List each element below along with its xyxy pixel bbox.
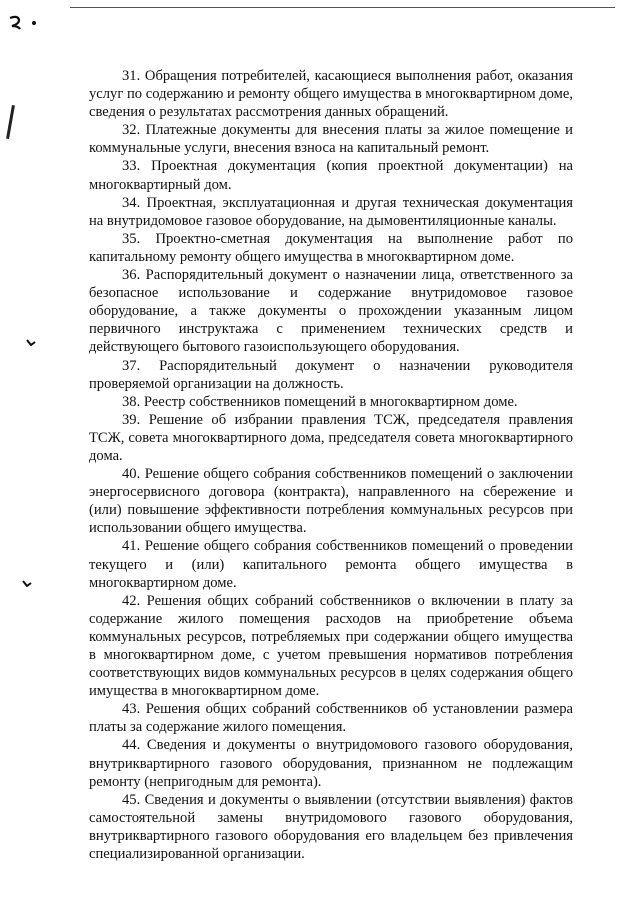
scan-corner-mark <box>8 12 36 33</box>
list-item-35: 35. Проектно-сметная документация на выполнение работ по капитальному ремонту общего имущества в многоквартирном доме. <box>89 230 573 265</box>
scan-margin-tick <box>26 339 36 346</box>
list-item-45: 45. Сведения и документы о выявлении (отсутствии выявления) фактов самостоятельной замены внутридомового газового оборудования, внутриквартирного газового оборудования его владельцем без привлечения специализированной организации. <box>89 791 573 863</box>
list-item-38: 38. Реестр собственников помещений в многоквартирном доме. <box>122 393 518 410</box>
list-item-36: 36. Распорядительный документ о назначении лица, ответственного за безопасное использование и содержание внутридомовое газовое оборудование, а также документы о прохождении указанным лицом первичного инструктажа с применением технических средств и действующего бытового газоиспользующего оборудования. <box>89 267 573 356</box>
scan-top-edge-line <box>70 7 615 8</box>
scan-margin-stroke <box>6 105 15 139</box>
list-item-43: 43. Решения общих собраний собственников об установлении размера платы за содержание жилого помещения. <box>89 701 573 736</box>
list-item-42: 42. Решения общих собраний собственников о включении в плату за содержание жилого помещения расходов на приобретение объема коммунальных ресурсов, потребляемых при содержании общего имущества в многоквартирном доме, с учетом превышения нормативов потребления соответствующих видов коммунальных ресурсов в целях содержания общего имущества в многоквартирном доме. <box>89 592 573 700</box>
document-body <box>89 67 573 863</box>
scan-margin-tick <box>22 580 32 587</box>
list-item-31: 31. Обращения потребителей, касающиеся выполнения работ, оказания услуг по содержанию и ремонту общего имущества в многоквартирном доме, сведения о результатах рассмотрения данных обращений. <box>89 68 574 121</box>
list-item-34: 34. Проектная, эксплуатационная и другая техническая документация на внутридомовое газовое оборудование, на дымовентиляционные каналы. <box>89 194 573 229</box>
list-item-40: 40. Решение общего собрания собственников помещений о заключении энергосервисного договора (контракта), направленного на сбережение и (или) повышение эффективности потребления коммунальных ресурсов при использовании общего имущества. <box>89 466 573 537</box>
list-item-44: 44. Сведения и документы о внутридомового газового оборудования, внутриквартирного газового оборудования, признанном не подлежащим ремонту (непригодным для ремонта). <box>89 737 573 790</box>
list-item-33: 33. Проектная документация (копия проектной документации) на многоквартирный дом. <box>89 158 573 193</box>
list-item-32: 32. Платежные документы для внесения платы за жилое помещение и коммунальные услуги, внесения взноса на капитальный ремонт. <box>89 122 573 157</box>
list-item-39: 39. Решение об избрании правления ТСЖ, председателя правления ТСЖ, совета многоквартирного дома, председателя совета многоквартирного дома. <box>89 411 573 464</box>
list-item-41: 41. Решение общего собрания собственников помещений о проведении текущего и (или) капитального ремонта общего имущества в многоквартирном доме. <box>89 538 573 591</box>
list-item-37: 37. Распорядительный документ о назначении руководителя проверяемой организации на должность. <box>89 357 573 392</box>
